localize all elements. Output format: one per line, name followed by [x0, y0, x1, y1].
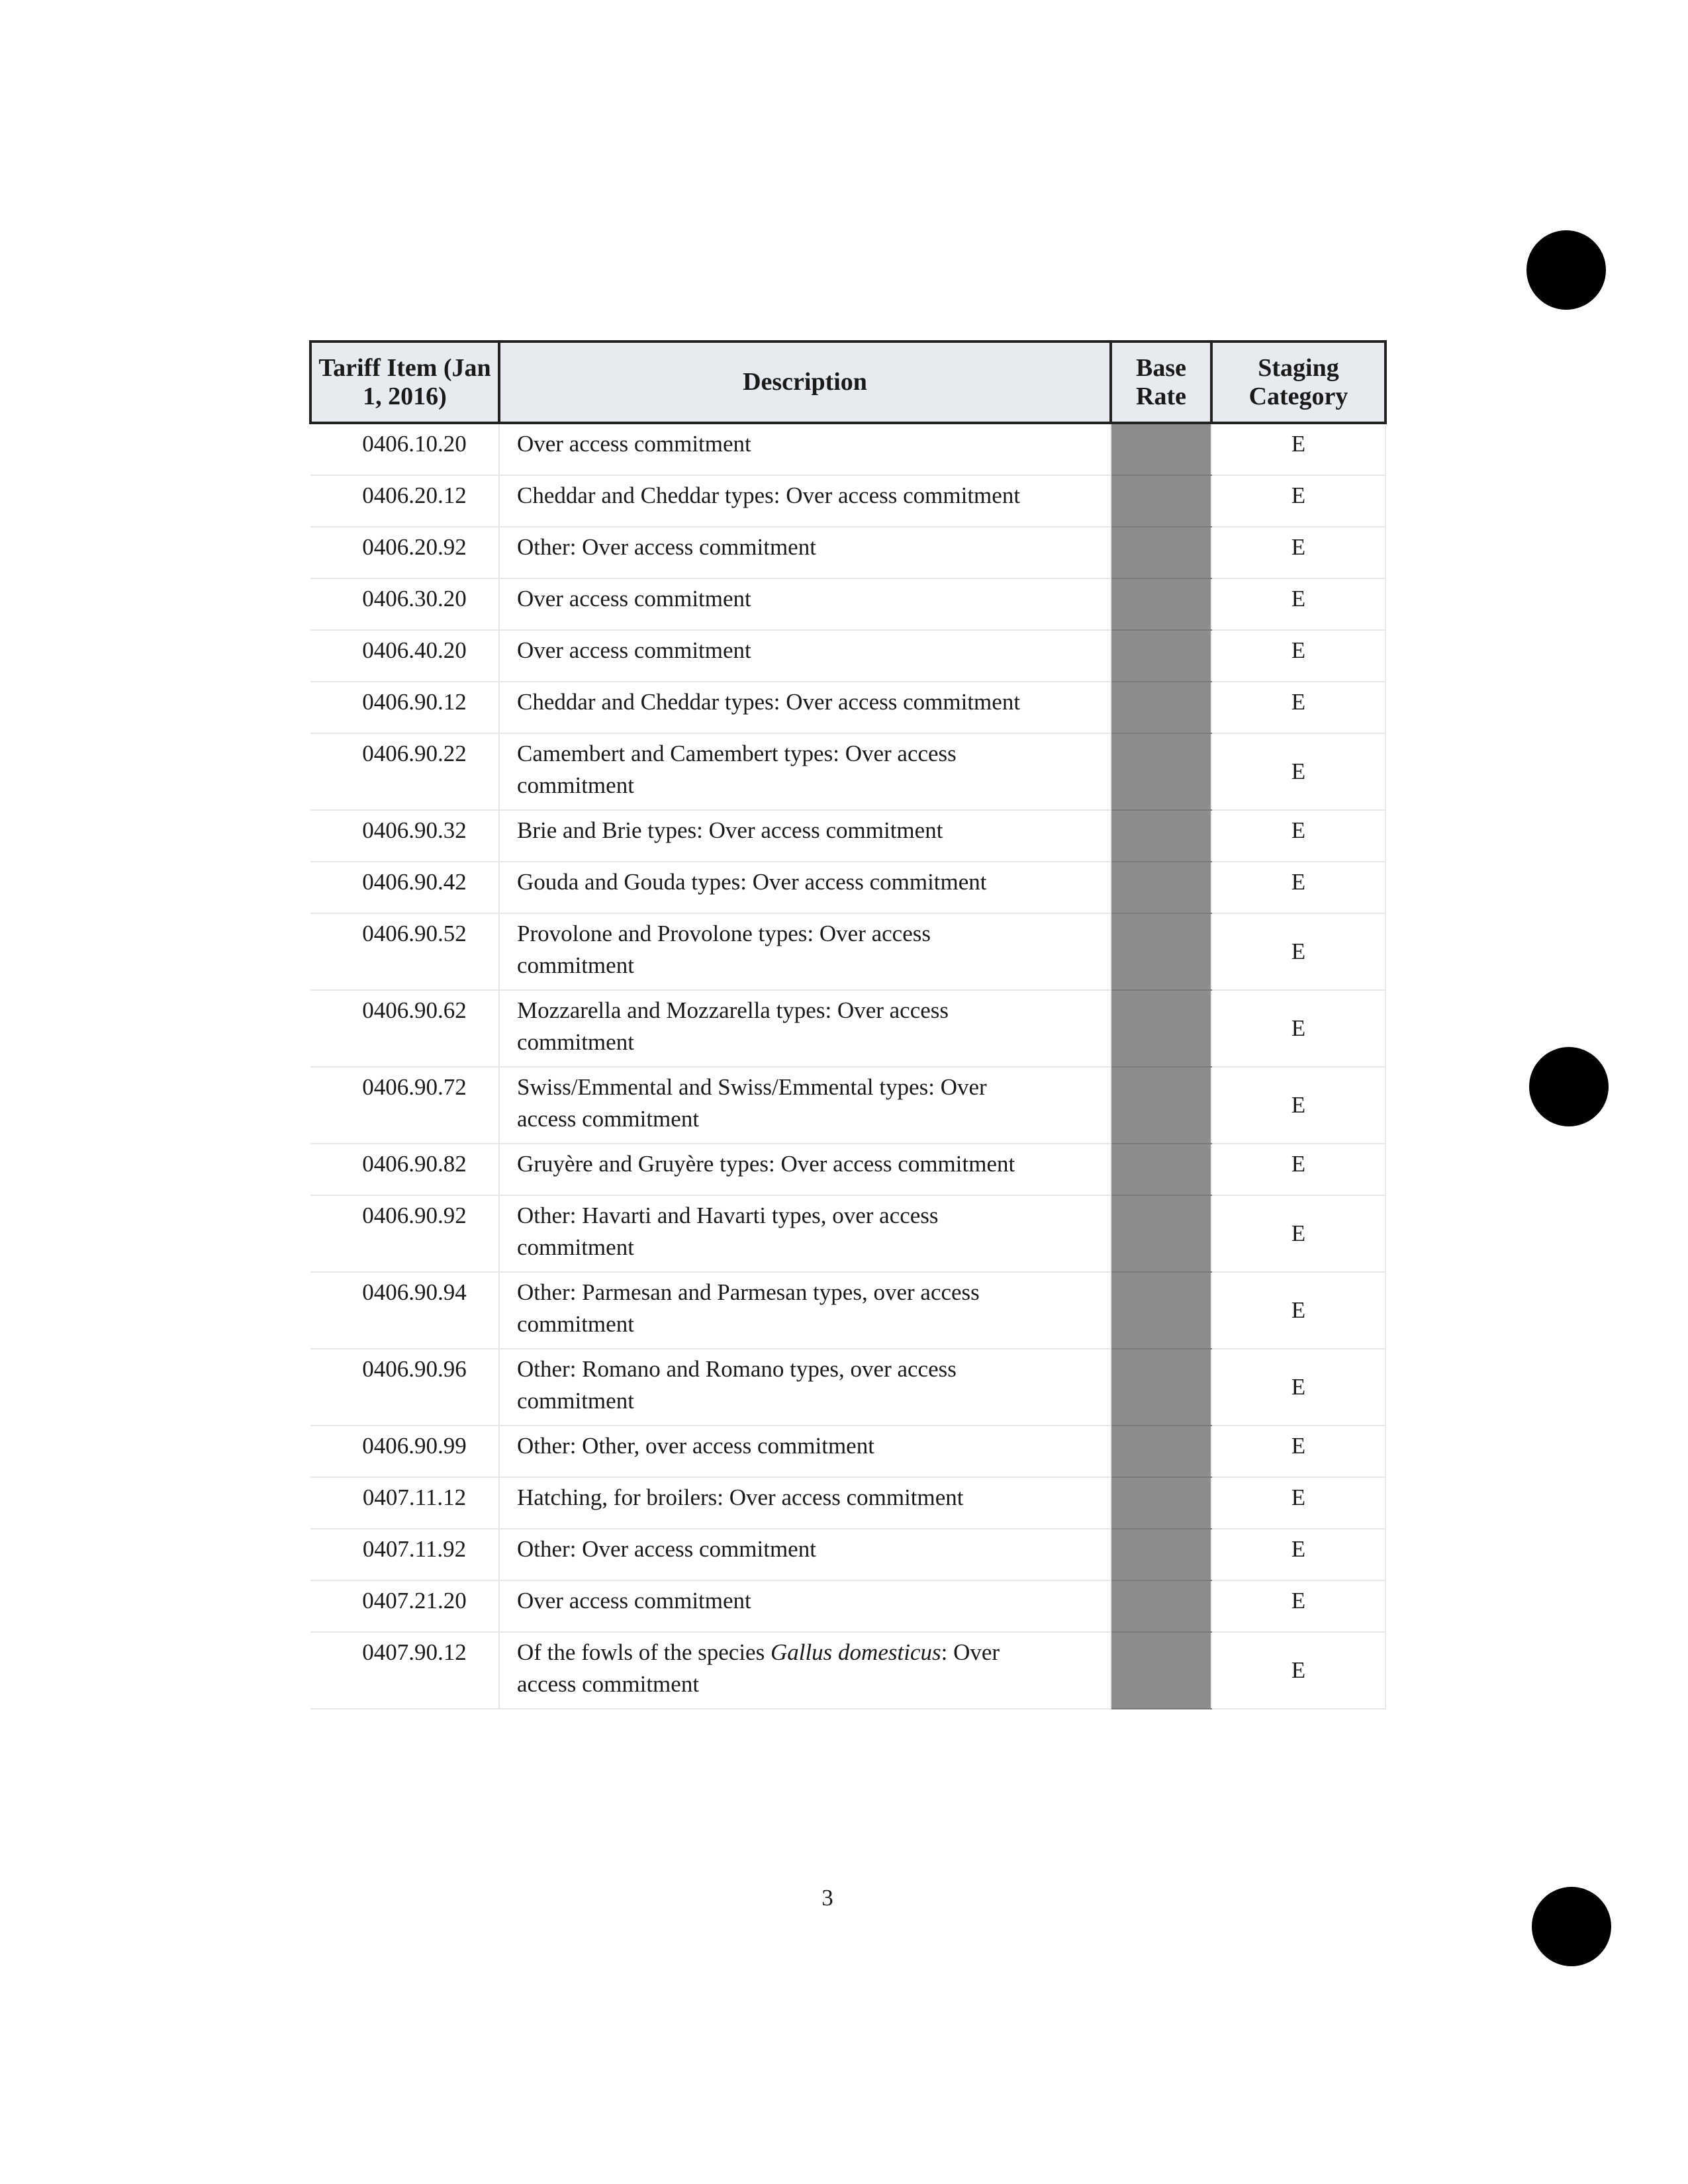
tariff-description	[499, 913, 1111, 990]
description-text: Of the fowls of the species	[517, 1639, 771, 1665]
tariff-description	[499, 1426, 1111, 1477]
staging-category: E	[1211, 578, 1385, 630]
description-line: Other: Over access commitment	[517, 534, 816, 560]
header-staging-category-line2: Category	[1248, 382, 1348, 410]
description-line: commitment	[517, 1388, 634, 1414]
tariff-table	[309, 340, 1387, 1709]
base-rate-cell-shaded	[1111, 423, 1211, 475]
base-rate-cell-shaded	[1111, 1580, 1211, 1632]
staging-category: E	[1211, 1195, 1385, 1272]
tariff-item-code: 0406.90.96	[310, 1349, 499, 1426]
tariff-item-code: 0406.40.20	[310, 630, 499, 682]
description-line: Cheddar and Cheddar types: Over access commitment	[517, 482, 1021, 508]
description-line: Gouda and Gouda types: Over access commitment	[517, 869, 987, 895]
base-rate-cell-shaded	[1111, 1426, 1211, 1477]
tariff-description	[499, 1195, 1111, 1272]
base-rate-cell-shaded	[1111, 527, 1211, 578]
staging-category: E	[1211, 475, 1385, 527]
description-line: Mozzarella and Mozzarella types: Over access	[517, 997, 949, 1023]
table-row	[310, 1580, 1385, 1632]
staging-category: E	[1211, 990, 1385, 1067]
table-row	[310, 1477, 1385, 1529]
header-staging-category	[1211, 341, 1385, 423]
staging-category: E	[1211, 810, 1385, 862]
tariff-item-code: 0406.20.92	[310, 527, 499, 578]
tariff-description	[499, 630, 1111, 682]
staging-category: E	[1211, 733, 1385, 810]
staging-category: E	[1211, 630, 1385, 682]
table-row	[310, 1529, 1385, 1580]
tariff-item-code: 0406.30.20	[310, 578, 499, 630]
description-line: Camembert and Camembert types: Over access	[517, 741, 957, 766]
staging-category: E	[1211, 1272, 1385, 1349]
base-rate-cell-shaded	[1111, 1067, 1211, 1144]
table-row	[310, 682, 1385, 733]
staging-category: E	[1211, 913, 1385, 990]
description-line: Swiss/Emmental and Swiss/Emmental types: Over	[517, 1074, 987, 1100]
table-row	[310, 1349, 1385, 1426]
base-rate-cell-shaded	[1111, 578, 1211, 630]
table-row	[310, 475, 1385, 527]
table-row	[310, 1144, 1385, 1195]
description-line: commitment	[517, 952, 634, 978]
staging-category: E	[1211, 1632, 1385, 1709]
base-rate-cell-shaded	[1111, 1272, 1211, 1349]
tariff-description	[499, 810, 1111, 862]
staging-category: E	[1211, 862, 1385, 913]
base-rate-cell-shaded	[1111, 733, 1211, 810]
table-body	[310, 423, 1385, 1709]
table-row	[310, 1195, 1385, 1272]
base-rate-cell-shaded	[1111, 862, 1211, 913]
tariff-description	[499, 1349, 1111, 1426]
table-row	[310, 733, 1385, 810]
staging-category: E	[1211, 1529, 1385, 1580]
tariff-description	[499, 1477, 1111, 1529]
tariff-item-code: 0406.90.99	[310, 1426, 499, 1477]
description-line: Other: Over access commitment	[517, 1536, 816, 1562]
staging-category: E	[1211, 1580, 1385, 1632]
tariff-description	[499, 527, 1111, 578]
table-row	[310, 810, 1385, 862]
description-line: access commitment	[517, 1106, 700, 1132]
base-rate-cell-shaded	[1111, 1477, 1211, 1529]
table-row	[310, 423, 1385, 475]
description-line: commitment	[517, 1311, 634, 1337]
page-number: 3	[821, 1885, 833, 1911]
base-rate-cell-shaded	[1111, 630, 1211, 682]
tariff-item-code: 0407.21.20	[310, 1580, 499, 1632]
description-line: Cheddar and Cheddar types: Over access commitment	[517, 689, 1021, 715]
description-line: Other: Parmesan and Parmesan types, over access	[517, 1279, 980, 1305]
description-line: commitment	[517, 1029, 634, 1055]
description-line: Other: Havarti and Havarti types, over access	[517, 1203, 939, 1228]
header-staging-category-line1: Staging	[1258, 353, 1339, 382]
tariff-item-code: 0406.90.12	[310, 682, 499, 733]
table-row	[310, 630, 1385, 682]
header-tariff-item-line2: (Jan 1, 2016)	[363, 353, 491, 410]
description-line: Brie and Brie types: Over access commitment	[517, 817, 943, 843]
table-row	[310, 527, 1385, 578]
tariff-description	[499, 733, 1111, 810]
punch-hole-bottom	[1532, 1887, 1611, 1966]
tariff-item-code: 0406.90.82	[310, 1144, 499, 1195]
tariff-item-code: 0406.90.92	[310, 1195, 499, 1272]
description-line: access commitment	[517, 1671, 700, 1697]
tariff-description	[499, 1529, 1111, 1580]
species-name: Gallus domesticus	[770, 1639, 941, 1665]
tariff-item-code: 0406.90.42	[310, 862, 499, 913]
tariff-description	[499, 1144, 1111, 1195]
base-rate-cell-shaded	[1111, 475, 1211, 527]
tariff-item-code: 0406.90.62	[310, 990, 499, 1067]
tariff-item-code: 0406.20.12	[310, 475, 499, 527]
staging-category: E	[1211, 1067, 1385, 1144]
header-base-rate-line2: Rate	[1136, 382, 1186, 410]
tariff-description	[499, 578, 1111, 630]
base-rate-cell-shaded	[1111, 810, 1211, 862]
base-rate-cell-shaded	[1111, 1632, 1211, 1709]
table-row	[310, 1632, 1385, 1709]
description-line: Over access commitment	[517, 431, 751, 457]
table-row	[310, 1272, 1385, 1349]
tariff-item-code: 0406.90.32	[310, 810, 499, 862]
staging-category: E	[1211, 1477, 1385, 1529]
description-line: commitment	[517, 1234, 634, 1260]
header-description: Description	[499, 341, 1111, 423]
base-rate-cell-shaded	[1111, 1144, 1211, 1195]
tariff-item-code: 0407.11.92	[310, 1529, 499, 1580]
staging-category: E	[1211, 527, 1385, 578]
tariff-description	[499, 1632, 1111, 1709]
tariff-description	[499, 990, 1111, 1067]
staging-category: E	[1211, 1426, 1385, 1477]
base-rate-cell-shaded	[1111, 990, 1211, 1067]
tariff-item-code: 0406.10.20	[310, 423, 499, 475]
table-row	[310, 990, 1385, 1067]
tariff-item-code: 0406.90.94	[310, 1272, 499, 1349]
tariff-description	[499, 475, 1111, 527]
description-line: Over access commitment	[517, 637, 751, 663]
base-rate-cell-shaded	[1111, 1195, 1211, 1272]
staging-category: E	[1211, 423, 1385, 475]
table-row	[310, 1067, 1385, 1144]
header-base-rate-line1: Base	[1136, 353, 1186, 382]
description-line: Provolone and Provolone types: Over access	[517, 921, 931, 946]
table-row	[310, 862, 1385, 913]
tariff-description	[499, 682, 1111, 733]
tariff-description	[499, 862, 1111, 913]
tariff-item-code: 0406.90.72	[310, 1067, 499, 1144]
description-line: Over access commitment	[517, 1588, 751, 1614]
base-rate-cell-shaded	[1111, 1529, 1211, 1580]
punch-hole-top	[1526, 230, 1606, 310]
tariff-description	[499, 1580, 1111, 1632]
tariff-description	[499, 1067, 1111, 1144]
tariff-description	[499, 1272, 1111, 1349]
header-tariff-item	[310, 341, 499, 423]
description-line: Other: Romano and Romano types, over access	[517, 1356, 957, 1382]
staging-category: E	[1211, 682, 1385, 733]
tariff-item-code: 0407.11.12	[310, 1477, 499, 1529]
header-base-rate	[1111, 341, 1211, 423]
description-line: Hatching, for broilers: Over access commitment	[517, 1484, 964, 1510]
tariff-item-code: 0406.90.22	[310, 733, 499, 810]
description-line: Over access commitment	[517, 586, 751, 612]
description-line: Gruyère and Gruyère types: Over access commitment	[517, 1151, 1015, 1177]
tariff-description	[499, 423, 1111, 475]
staging-category: E	[1211, 1349, 1385, 1426]
header-tariff-item-line1: Tariff Item	[318, 353, 438, 382]
tariff-item-code: 0407.90.12	[310, 1632, 499, 1709]
description-text: : Over	[941, 1639, 1000, 1665]
base-rate-cell-shaded	[1111, 913, 1211, 990]
description-line: Other: Other, over access commitment	[517, 1433, 874, 1459]
staging-category: E	[1211, 1144, 1385, 1195]
base-rate-cell-shaded	[1111, 1349, 1211, 1426]
tariff-item-code: 0406.90.52	[310, 913, 499, 990]
base-rate-cell-shaded	[1111, 682, 1211, 733]
punch-hole-middle	[1529, 1047, 1609, 1126]
table-row	[310, 1426, 1385, 1477]
table-row	[310, 578, 1385, 630]
description-line	[517, 1637, 1100, 1668]
table-header	[310, 341, 1385, 423]
description-line: commitment	[517, 772, 634, 798]
table-row	[310, 913, 1385, 990]
